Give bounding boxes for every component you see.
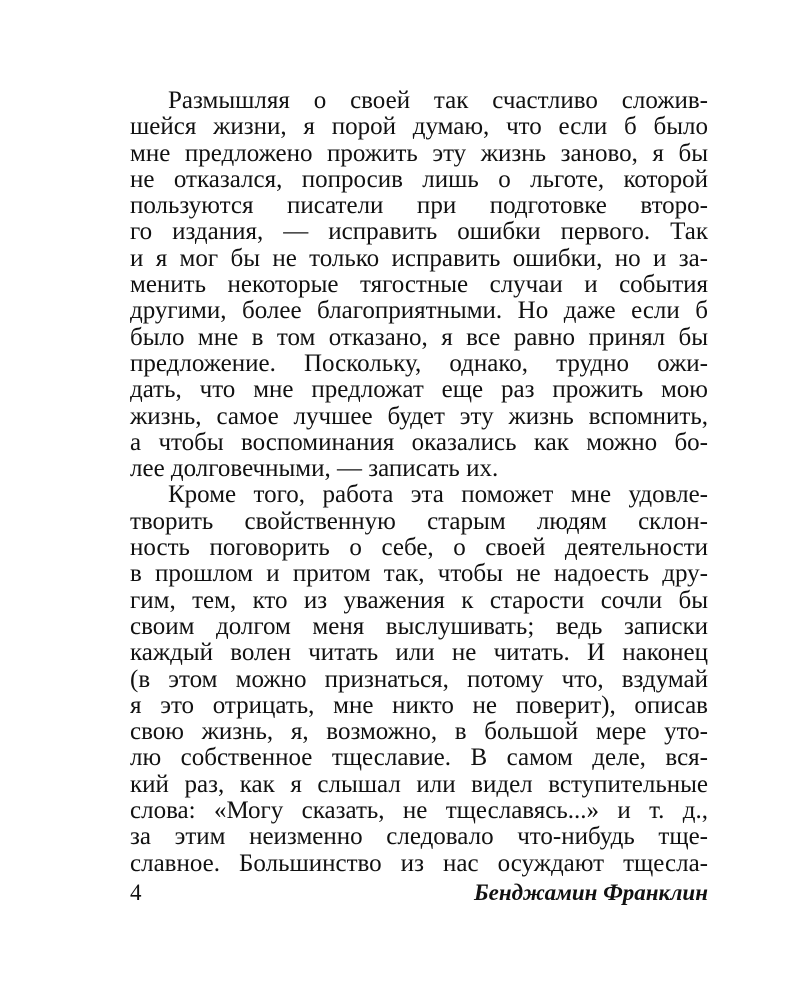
page-footer bbox=[130, 880, 708, 910]
body-text bbox=[130, 88, 708, 877]
running-footer-author: Бенджамин Франклин bbox=[474, 880, 708, 905]
text-line: свою жизнь, я, возможно, в большой мере уто- bbox=[130, 718, 708, 746]
text-line: своим долгом меня выслушивать; ведь записки bbox=[130, 612, 708, 640]
text-line: слова: «Могу сказать, не тщеславясь...» и т. д., bbox=[130, 797, 708, 825]
text-line: не отказался, попросив лишь о льготе, которой bbox=[130, 165, 708, 193]
text-line: пользуются писатели при подготовке второ- bbox=[130, 192, 708, 220]
text-line: Кроме того, работа эта поможет мне удовле- bbox=[168, 481, 708, 509]
text-line: в прошлом и притом так, чтобы не надоесть дру- bbox=[130, 560, 708, 588]
text-line: а чтобы воспоминания оказались как можно бо- bbox=[130, 428, 708, 456]
text-line: славное. Большинство из нас осуждают тщесла- bbox=[130, 849, 708, 877]
text-line: менить некоторые тягостные случаи и события bbox=[130, 271, 708, 299]
text-line: гим, тем, кто из уважения к старости сочли бы bbox=[130, 586, 708, 614]
text-line: (в этом можно признаться, потому что, вздумай bbox=[130, 665, 708, 693]
text-line: каждый волен читать или не читать. И наконец bbox=[130, 639, 708, 667]
text-line: дать, что мне предложат еще раз прожить мою bbox=[130, 376, 708, 404]
text-line: предложение. Поскольку, однако, трудно ожи- bbox=[130, 349, 708, 377]
text-line: лю собственное тщеславие. В самом деле, вся- bbox=[130, 744, 708, 772]
text-line: Размышляя о своей так счастливо сложив- bbox=[168, 87, 708, 114]
text-line: было мне в том отказано, я все равно принял бы bbox=[130, 323, 708, 351]
text-line: за этим неизменно следовало что-нибудь тще- bbox=[130, 823, 708, 851]
text-line: другими, более благоприятными. Но даже если б bbox=[130, 297, 708, 325]
text-line: жизнь, самое лучшее будет эту жизнь вспомнить, bbox=[130, 402, 708, 430]
text-line: го издания, — исправить ошибки первого. Так bbox=[130, 218, 708, 246]
text-line: я это отрицать, мне никто не поверит), описав bbox=[130, 691, 708, 719]
page-number: 4 bbox=[130, 880, 142, 905]
text-line: творить свойственную старым людям склон- bbox=[130, 507, 708, 535]
text-line: ность поговорить о себе, о своей деятельности bbox=[130, 534, 708, 562]
text-line: и я мог бы не только исправить ошибки, но и за- bbox=[130, 244, 708, 272]
text-line: кий раз, как я слышал или видел вступительные bbox=[130, 770, 708, 798]
text-line: мне предложено прожить эту жизнь заново, я бы bbox=[130, 139, 708, 167]
text-line: шейся жизни, я порой думаю, что если б было bbox=[130, 113, 708, 141]
text-line: лее долговечными, — записать их. bbox=[130, 455, 499, 483]
